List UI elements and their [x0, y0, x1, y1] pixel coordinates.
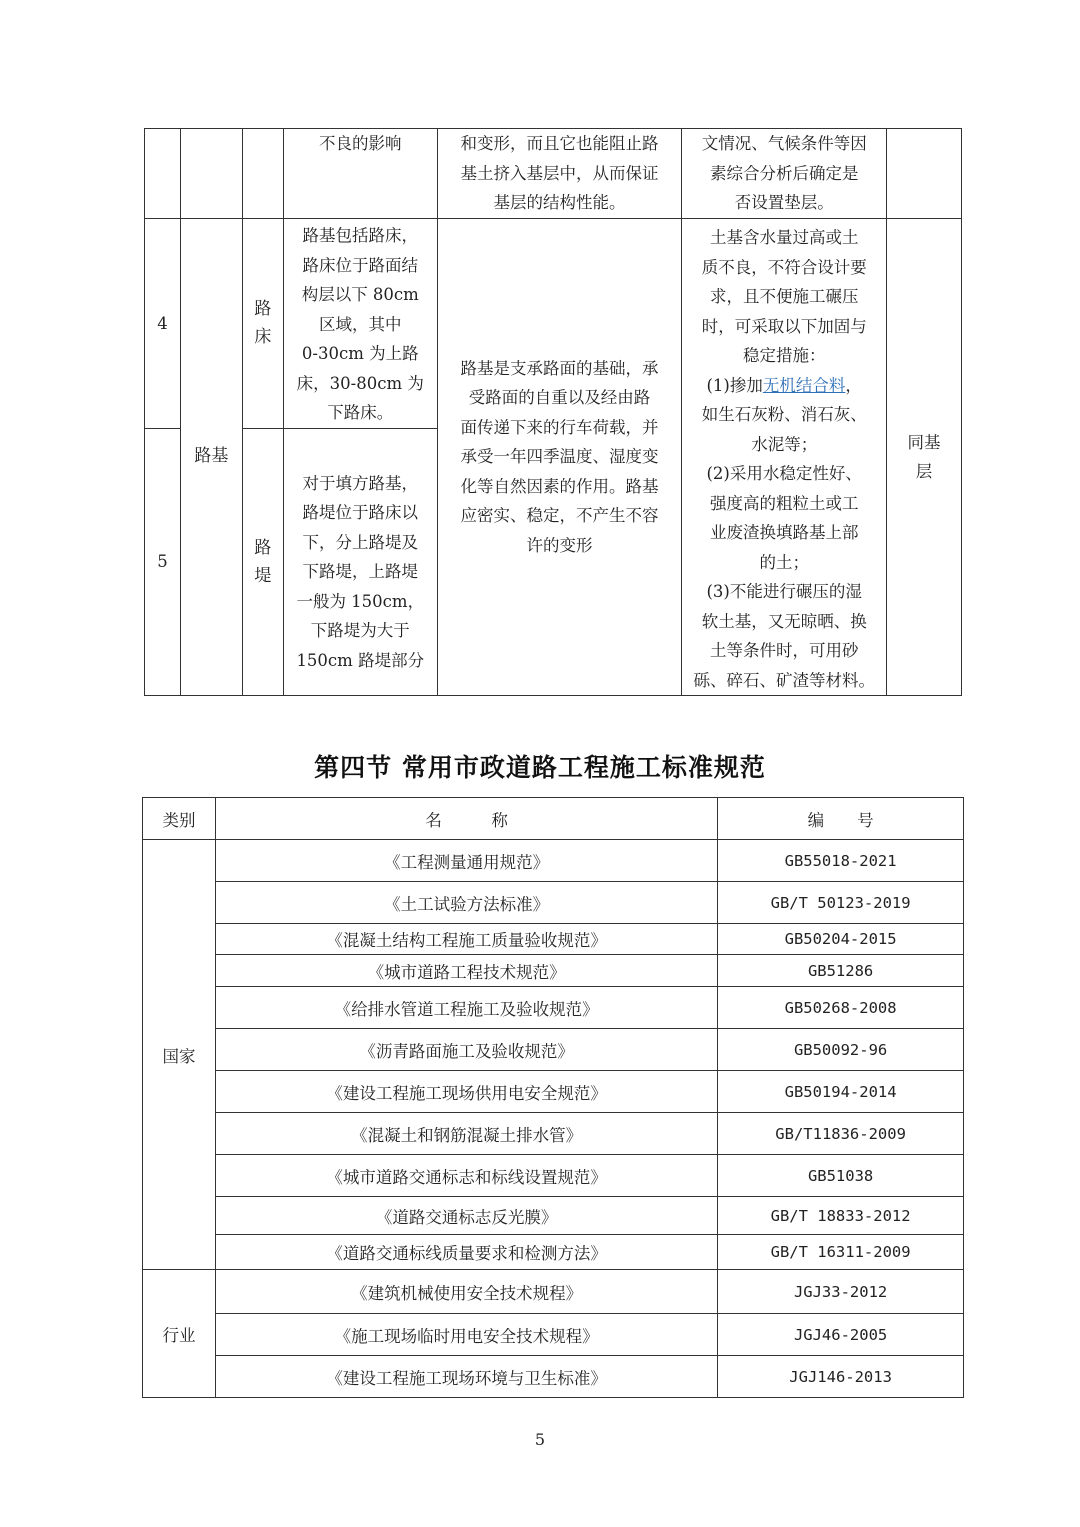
table-row	[143, 882, 964, 924]
standard-code: GB50268-2008	[718, 987, 964, 1029]
standard-code: GB/T 50123-2019	[718, 882, 964, 924]
header-name: 名 称	[215, 798, 717, 840]
category-cell	[180, 219, 242, 696]
header-category: 类别	[143, 798, 216, 840]
cell-text: 不良的影响	[319, 134, 402, 153]
function-cell	[437, 219, 682, 696]
cell-text: (3)不能进行碾压的湿	[706, 582, 862, 601]
empty-cell	[242, 129, 283, 219]
measures-cell	[682, 219, 887, 696]
cell-text: 同基	[907, 432, 941, 452]
cell-text: 区域，其中	[319, 314, 402, 334]
continued-measure-cell	[682, 129, 887, 219]
cell-text: 0-30cm 为上路	[301, 344, 419, 363]
cell-text: 土基含水量过高或土	[709, 228, 859, 247]
standard-code: GB50194-2014	[718, 1071, 964, 1113]
empty-cell	[145, 129, 181, 219]
cell-text-with-link	[682, 371, 886, 401]
cell-text: 土等条件时，可用砂	[709, 641, 859, 660]
standard-name: 《沥青路面施工及验收规范》	[215, 1029, 717, 1071]
standard-name: 《建筑机械使用安全技术规程》	[215, 1270, 717, 1314]
cell-text: 稳定措施：	[742, 346, 826, 365]
cell-text: 150cm 路堤部分	[296, 650, 425, 670]
cell-text: (2)采用水稳定性好、	[706, 464, 862, 483]
cell-text: 床，30-80cm 为	[296, 373, 424, 393]
empty-cell	[180, 129, 242, 219]
category-label: 行业	[162, 1325, 196, 1345]
cell-text: 时，可采取以下加固与	[701, 316, 867, 336]
table-row	[143, 1113, 964, 1155]
subcategory-char: 床	[254, 327, 272, 348]
cell-text: 层	[915, 462, 933, 481]
row-number: 5	[157, 552, 168, 572]
standard-name: 《城市道路工程技术规范》	[215, 955, 717, 987]
standard-name: 《建设工程施工现场供用电安全规范》	[215, 1071, 717, 1113]
cell-text: 文情况、气候条件等因	[701, 134, 867, 153]
table-row	[143, 1235, 964, 1270]
table-row	[143, 840, 964, 882]
remark-cell	[887, 219, 962, 696]
table-row	[143, 924, 964, 955]
cell-text: 下，分上路堤及	[302, 532, 418, 552]
page-number: 5	[534, 1430, 546, 1449]
cell-text: 应密实、稳定，不产生不容	[460, 506, 659, 526]
row-number-cell	[145, 219, 181, 429]
cell-text: 下路床。	[327, 403, 394, 422]
table-row	[143, 1314, 964, 1356]
table-row	[143, 987, 964, 1029]
subcategory-char: 路	[254, 537, 272, 558]
standard-code: GB/T 18833-2012	[718, 1197, 964, 1235]
subcategory-char: 堤	[254, 565, 272, 586]
table-row	[145, 219, 962, 429]
subcategory-cell	[242, 219, 283, 429]
cell-text: 和变形，而且它也能阻止路	[460, 134, 659, 153]
roadbed-table	[144, 128, 962, 696]
table-row	[143, 955, 964, 987]
category-label: 国家	[162, 1046, 196, 1066]
standard-name: 《道路交通标志反光膜》	[215, 1197, 717, 1235]
cell-text: 质不良，不符合设计要	[701, 257, 867, 277]
cell-text: 路床位于路面结	[302, 255, 418, 275]
cell-text: 求，且不便施工碾压	[709, 287, 859, 306]
table-row	[143, 1197, 964, 1235]
table-row	[145, 129, 962, 219]
standard-name: 《城市道路交通标志和标线设置规范》	[215, 1155, 717, 1197]
cell-text: 许的变形	[526, 535, 593, 555]
national-category-cell	[143, 840, 216, 1270]
description-cell	[283, 219, 437, 429]
cell-text: 否设置垫层。	[734, 193, 834, 212]
table-row	[143, 1071, 964, 1113]
table-row	[143, 1270, 964, 1314]
standard-name: 《土工试验方法标准》	[215, 882, 717, 924]
table-row	[143, 1356, 964, 1398]
category-label: 路基	[194, 446, 229, 467]
standard-name: 《施工现场临时用电安全技术规程》	[215, 1314, 717, 1356]
standard-name: 《混凝土结构工程施工质量验收规范》	[215, 924, 717, 955]
cell-text: 强度高的粗粒土或工	[709, 493, 859, 513]
subcategory-cell	[242, 429, 283, 696]
cell-text: 路基包括路床，	[302, 226, 418, 245]
table-row	[143, 1029, 964, 1071]
cell-text: 业废渣换填路基上部	[709, 523, 859, 542]
standard-name: 《工程测量通用规范》	[215, 840, 717, 882]
industry-category-cell	[143, 1270, 216, 1398]
cell-text: 面传递下来的行车荷载，并	[460, 417, 659, 437]
cell-text: 素综合分析后确定是	[709, 163, 859, 183]
standard-code: GB51038	[718, 1155, 964, 1197]
standard-code: GB55018-2021	[718, 840, 964, 882]
description-cell	[283, 429, 437, 696]
cell-text: 化等自然因素的作用。路基	[460, 476, 659, 496]
cell-text: 对于填方路基，	[302, 473, 418, 493]
standard-name: 《混凝土和钢筋混凝土排水管》	[215, 1113, 717, 1155]
standard-name: 《道路交通标线质量要求和检测方法》	[215, 1235, 717, 1270]
standard-code: GB/T11836-2009	[718, 1113, 964, 1155]
standard-code: JGJ46-2005	[718, 1314, 964, 1356]
cell-text: 砾、碎石、矿渣等材料。	[693, 670, 875, 690]
continued-function-cell	[437, 129, 682, 219]
cell-text: 一般为 150cm，	[296, 591, 425, 611]
standard-code: GB51286	[718, 955, 964, 987]
standard-code: GB/T 16311-2009	[718, 1235, 964, 1270]
cell-text: 基土挤入基层中，从而保证	[460, 163, 659, 183]
subcategory-char: 路	[254, 299, 272, 320]
cell-text: 下路堤，上路堤	[302, 562, 418, 581]
standard-code: GB50092-96	[718, 1029, 964, 1071]
table-row	[143, 1155, 964, 1197]
header-code: 编 号	[718, 798, 964, 840]
cell-text: 受路面的自重以及经由路	[468, 388, 651, 408]
cell-text: 如生石灰粉、消石灰、	[701, 405, 867, 424]
cell-text: 路堤位于路床以	[302, 503, 418, 522]
cell-text: (1)掺加	[706, 375, 763, 395]
standard-code: JGJ146-2013	[718, 1356, 964, 1398]
cell-text: 软土基，又无晾晒、换	[701, 611, 867, 631]
cell-text: 路基是支承路面的基础，承	[460, 358, 659, 378]
cell-text: 基层的结构性能。	[493, 193, 626, 212]
cell-text: 构层以下 80cm	[301, 285, 419, 304]
empty-cell	[887, 129, 962, 219]
cell-text: 的土；	[759, 552, 809, 572]
standards-table	[142, 797, 964, 1398]
row-number-cell	[145, 429, 181, 696]
cell-text: 下路堤为大于	[310, 621, 410, 640]
row-number: 4	[157, 313, 168, 333]
cell-text: 水泥等；	[751, 434, 818, 454]
standard-code: JGJ33-2012	[718, 1270, 964, 1314]
standard-name: 《给排水管道工程施工及验收规范》	[215, 987, 717, 1029]
section-title: 第四节 常用市政道路工程施工标准规范	[314, 753, 766, 782]
table-header-row	[143, 798, 964, 840]
standard-name: 《建设工程施工现场环境与卫生标准》	[215, 1356, 717, 1398]
inorganic-binder-link[interactable]: 无机结合料	[762, 375, 846, 395]
continued-desc-cell	[283, 129, 437, 219]
cell-text: 承受一年四季温度、湿度变	[460, 447, 659, 467]
standard-code: GB50204-2015	[718, 924, 964, 955]
cell-text: ，	[845, 375, 862, 395]
